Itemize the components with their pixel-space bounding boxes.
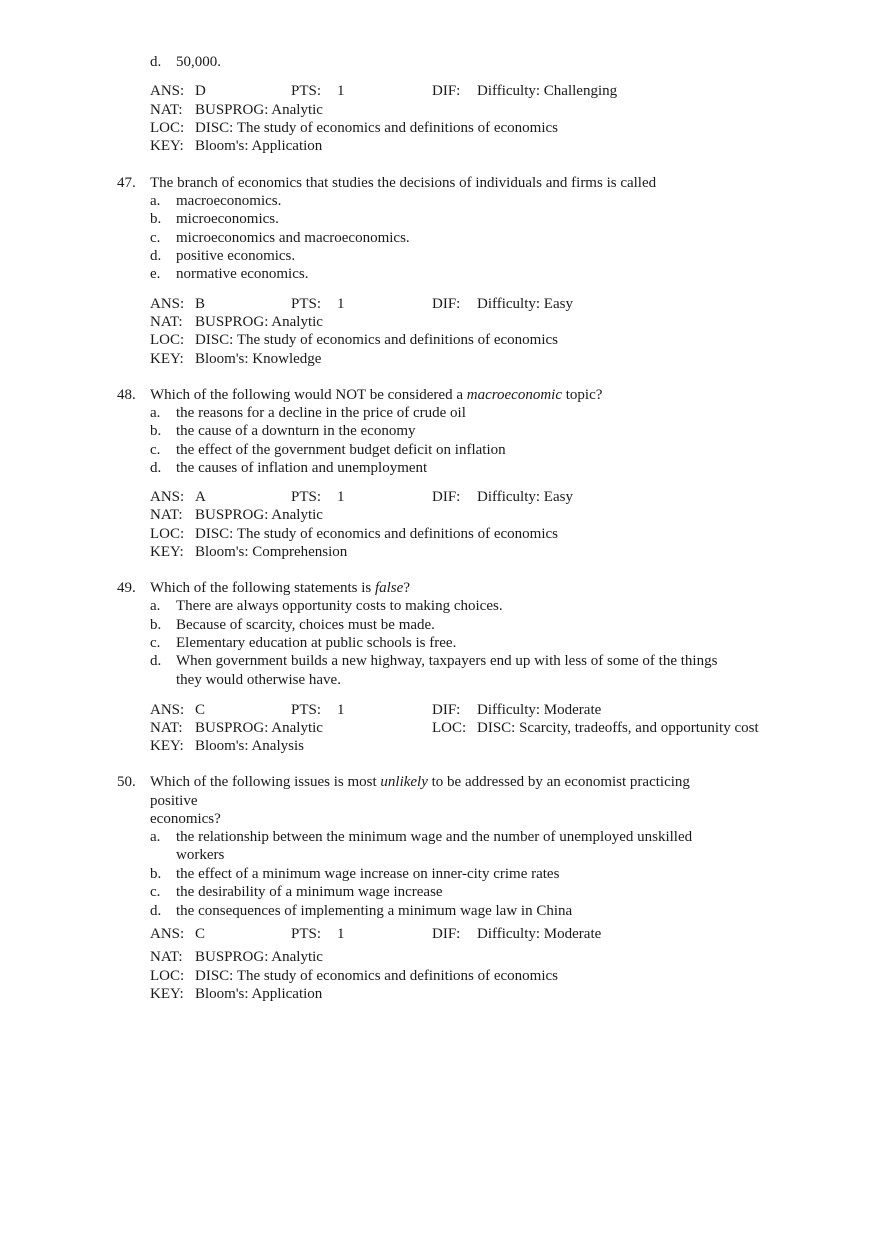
option-letter: b. xyxy=(150,617,162,633)
option-letter: a. xyxy=(150,193,161,209)
dif-label: DIF: xyxy=(432,926,461,942)
option-letter: d. xyxy=(150,248,162,264)
nat-label: NAT: xyxy=(150,720,183,736)
option-text: the reasons for a decline in the price of crude oil xyxy=(176,405,466,421)
option-text: When government builds a new highway, taxpayers end up with less of some of the things xyxy=(176,653,718,669)
option-letter: d. xyxy=(150,54,162,70)
pts-value: 1 xyxy=(337,83,345,99)
question-stem: Which of the following would NOT be considered a macroeconomic topic? xyxy=(150,387,603,403)
option-letter: a. xyxy=(150,829,161,845)
ans-label: ANS: xyxy=(150,83,185,99)
option-letter: b. xyxy=(150,423,162,439)
option-text: Because of scarcity, choices must be made. xyxy=(176,617,435,633)
dif-label: DIF: xyxy=(432,296,461,312)
pts-value: 1 xyxy=(337,296,345,312)
nat-label: NAT: xyxy=(150,507,183,523)
key-label: KEY: xyxy=(150,738,184,754)
option-letter: b. xyxy=(150,866,162,882)
option-letter: c. xyxy=(150,230,161,246)
dif-label: DIF: xyxy=(432,702,461,718)
question-stem: The branch of economics that studies the decisions of individuals and firms is called xyxy=(150,175,657,191)
pts-value: 1 xyxy=(337,489,345,505)
ans-value: A xyxy=(195,489,206,505)
key-label: KEY: xyxy=(150,986,184,1002)
option-letter: c. xyxy=(150,442,161,458)
option-letter: b. xyxy=(150,211,162,227)
stem-emphasis: unlikely xyxy=(380,774,428,790)
ans-label: ANS: xyxy=(150,489,185,505)
question-stem: Which of the following issues is most unlikely to be addressed by an economist practicing xyxy=(150,774,690,790)
option-text: normative economics. xyxy=(176,266,309,282)
option-text-continued: they would otherwise have. xyxy=(176,672,341,688)
dif-value: Difficulty: Easy xyxy=(477,489,573,505)
option-letter: d. xyxy=(150,460,162,476)
ans-value: C xyxy=(195,702,206,718)
ans-label: ANS: xyxy=(150,296,185,312)
loc-label: LOC: xyxy=(150,526,185,542)
key-value: Bloom's: Application xyxy=(195,986,323,1002)
nat-label: NAT: xyxy=(150,949,183,965)
key-label: KEY: xyxy=(150,138,184,154)
question-stem: Which of the following statements is false? xyxy=(150,580,410,596)
pts-label: PTS: xyxy=(291,702,322,718)
pts-label: PTS: xyxy=(291,296,322,312)
loc-label: LOC: xyxy=(150,120,185,136)
key-value: Bloom's: Application xyxy=(195,138,323,154)
option-text: the effect of a minimum wage increase on inner-city crime rates xyxy=(176,866,560,882)
option-text: the consequences of implementing a minimum wage law in China xyxy=(176,903,573,919)
loc-value: DISC: The study of economics and definitions of economics xyxy=(195,968,558,984)
key-label: KEY: xyxy=(150,351,184,367)
loc-label: LOC: xyxy=(432,720,467,736)
loc-label: LOC: xyxy=(150,332,185,348)
stem-emphasis: false xyxy=(374,580,404,596)
dif-value: Difficulty: Easy xyxy=(477,296,573,312)
option-text: the causes of inflation and unemployment xyxy=(176,460,428,476)
option-text: the relationship between the minimum wage and the number of unemployed unskilled xyxy=(176,829,693,845)
ans-label: ANS: xyxy=(150,702,185,718)
option-letter: d. xyxy=(150,903,162,919)
key-value: Bloom's: Knowledge xyxy=(195,351,322,367)
option-letter: c. xyxy=(150,884,161,900)
nat-value: BUSPROG: Analytic xyxy=(195,102,323,118)
option-text: macroeconomics. xyxy=(176,193,282,209)
loc-value: DISC: The study of economics and definitions of economics xyxy=(195,120,558,136)
question-number: 49. xyxy=(117,580,136,596)
dif-value: Difficulty: Challenging xyxy=(477,83,618,99)
pts-value: 1 xyxy=(337,702,345,718)
question-stem-line-2: positive xyxy=(150,793,198,809)
pts-label: PTS: xyxy=(291,926,322,942)
nat-value: BUSPROG: Analytic xyxy=(195,949,323,965)
question-number: 50. xyxy=(117,774,136,790)
option-text: microeconomics and macroeconomics. xyxy=(176,230,410,246)
question-number: 47. xyxy=(117,175,136,191)
dif-value: Difficulty: Moderate xyxy=(477,926,602,942)
option-text-continued: workers xyxy=(176,847,225,863)
dif-label: DIF: xyxy=(432,83,461,99)
ans-label: ANS: xyxy=(150,926,185,942)
stem-emphasis: macroeconomic xyxy=(466,387,562,403)
option-letter: c. xyxy=(150,635,161,651)
pts-label: PTS: xyxy=(291,83,322,99)
nat-value: BUSPROG: Analytic xyxy=(195,507,323,523)
option-text: positive economics. xyxy=(176,248,296,264)
question-stem-line-3: economics? xyxy=(150,811,221,827)
key-value: Bloom's: Comprehension xyxy=(195,544,348,560)
loc-value: DISC: The study of economics and definitions of economics xyxy=(195,332,558,348)
option-text: 50,000. xyxy=(176,54,221,70)
nat-label: NAT: xyxy=(150,102,183,118)
nat-value: BUSPROG: Analytic xyxy=(195,720,323,736)
pts-label: PTS: xyxy=(291,489,322,505)
ans-value: D xyxy=(195,83,206,99)
option-text: microeconomics. xyxy=(176,211,279,227)
option-letter: a. xyxy=(150,405,161,421)
dif-label: DIF: xyxy=(432,489,461,505)
key-value: Bloom's: Analysis xyxy=(195,738,304,754)
nat-value: BUSPROG: Analytic xyxy=(195,314,323,330)
nat-label: NAT: xyxy=(150,314,183,330)
pts-value: 1 xyxy=(337,926,345,942)
key-label: KEY: xyxy=(150,544,184,560)
loc-value: DISC: The study of economics and definitions of economics xyxy=(195,526,558,542)
option-text: Elementary education at public schools is free. xyxy=(176,635,457,651)
dif-value: Difficulty: Moderate xyxy=(477,702,602,718)
loc-label: LOC: xyxy=(150,968,185,984)
option-text: the effect of the government budget deficit on inflation xyxy=(176,442,506,458)
ans-value: C xyxy=(195,926,206,942)
option-text: the cause of a downturn in the economy xyxy=(176,423,416,439)
option-text: the desirability of a minimum wage increase xyxy=(176,884,443,900)
option-letter: d. xyxy=(150,653,162,669)
question-number: 48. xyxy=(117,387,136,403)
option-text: There are always opportunity costs to making choices. xyxy=(176,598,503,614)
ans-value: B xyxy=(195,296,206,312)
option-letter: e. xyxy=(150,266,161,282)
loc-value: DISC: Scarcity, tradeoffs, and opportunity cost xyxy=(477,720,759,736)
option-letter: a. xyxy=(150,598,161,614)
